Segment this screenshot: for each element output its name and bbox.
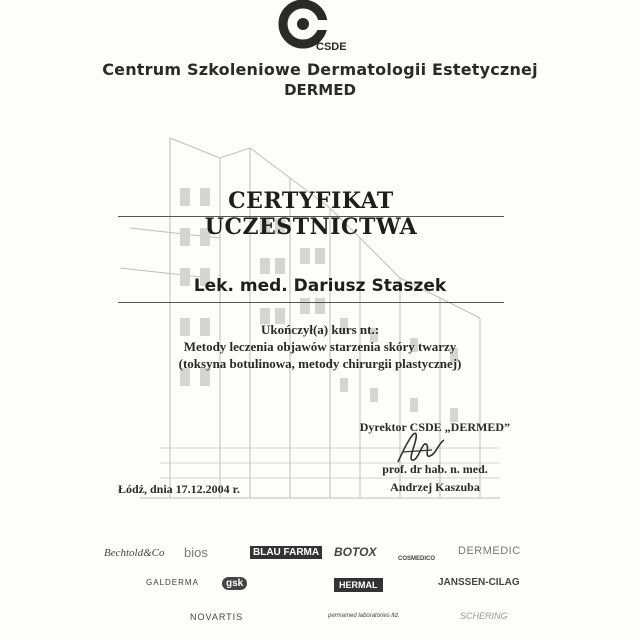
title-rule bbox=[118, 216, 504, 217]
sponsor-janssen-cilag-logo: JANSSEN-CILAG bbox=[438, 577, 520, 588]
sponsor-schering-logo: SCHERING bbox=[460, 611, 508, 621]
sponsor-galderma-logo: GALDERMA bbox=[146, 578, 199, 587]
director-title: Dyrektor CSDE „DERMED” bbox=[359, 420, 510, 434]
csde-logo-icon bbox=[272, 0, 362, 56]
sponsor-permamed-logo: permamed laboratories ltd. bbox=[328, 613, 400, 619]
course-title-line1: Metody leczenia objawów starzenia skóry twarzy bbox=[183, 339, 457, 354]
sponsor-gsk-logo: gsk bbox=[222, 577, 247, 590]
sponsor-botox-logo: BOTOX bbox=[334, 545, 377, 559]
director-name: Andrzej Kaszuba bbox=[390, 480, 480, 494]
sponsor-bios-logo: bios bbox=[184, 545, 208, 560]
building-engraving-illustration bbox=[100, 118, 520, 518]
place-and-date: Łódź, dnia 17.12.2004 r. bbox=[118, 482, 240, 496]
sponsor-blau-farma-logo: BLAU FARMA bbox=[250, 546, 322, 559]
sponsor-novartis-logo: NOVARTIS bbox=[190, 612, 244, 622]
organization-short-name: DERMED bbox=[284, 81, 356, 99]
sponsor-cosmedico-logo: COSMEDICO bbox=[398, 556, 436, 562]
sponsor-bechtold-logo: Bechtold&Co bbox=[104, 547, 165, 559]
recipient-name: Lek. med. Dariusz Staszek bbox=[193, 276, 447, 296]
course-title-line2: (toksyna botulinowa, metody chirurgii plastycznej) bbox=[178, 356, 462, 371]
certificate-title: CERTYFIKAT UCZESTNICTWA bbox=[204, 188, 418, 240]
logo-text: CSDE bbox=[316, 41, 347, 53]
recipient-rule bbox=[118, 302, 504, 303]
director-degree: prof. dr hab. n. med. bbox=[382, 462, 488, 476]
sponsor-dermedic-logo: DERMEDIC bbox=[458, 545, 521, 557]
course-intro: Ukończył(a) kurs nt.: bbox=[260, 322, 380, 337]
sponsor-hermal-logo: HERMAL bbox=[334, 578, 383, 592]
organization-name: Centrum Szkoleniowe Dermatologii Estetycznej bbox=[102, 60, 538, 79]
